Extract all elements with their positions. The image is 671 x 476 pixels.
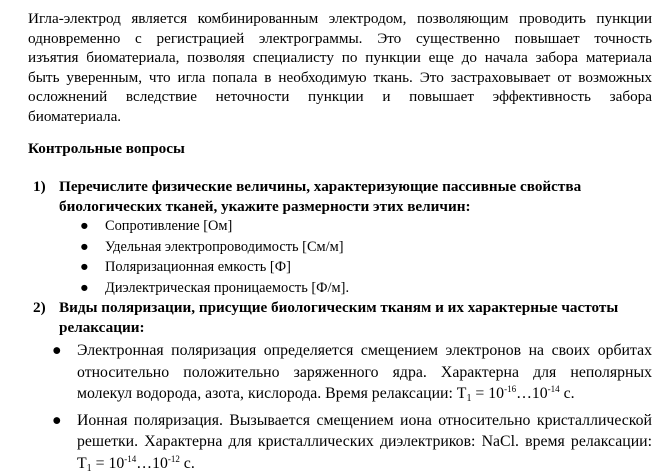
list-item-line: относительно положительно заряженного ядра. Характерна для неполярных bbox=[77, 363, 652, 381]
intro-line: изъятия биоматериала, позволяя специалисту по пункции еще до начала забора материала bbox=[28, 49, 652, 67]
section-title: Контрольные вопросы bbox=[28, 140, 185, 157]
question-text-line: Виды поляризации, присущие биологическим тканям и их характерные частоты bbox=[59, 299, 619, 316]
bullet-icon: ● bbox=[80, 259, 89, 275]
intro-line: биоматериала. bbox=[28, 107, 122, 125]
question-2 bbox=[33, 298, 653, 338]
bullet-icon: ● bbox=[80, 279, 89, 296]
intro-line: одновременно с регистрацией электрограммы. Это существенно повышает точность bbox=[28, 29, 652, 47]
units-list bbox=[80, 216, 349, 298]
bullet-icon: ● bbox=[52, 411, 62, 429]
list-item bbox=[80, 237, 349, 258]
question-text-line: биологических тканей, укажите размерности этих величин: bbox=[59, 197, 471, 215]
list-item bbox=[80, 257, 349, 278]
intro-paragraph bbox=[28, 9, 652, 127]
list-item bbox=[80, 278, 349, 299]
list-item-line: молекул водорода, азота, кислорода. Время релаксации: $T_1$ = $10^{-16}\dots 10^{-14}$ с. bbox=[77, 384, 575, 404]
question-text-line: Перечислите физические величины, характеризующие пассивные свойства bbox=[59, 178, 582, 195]
list-item bbox=[80, 216, 349, 237]
list-item bbox=[52, 340, 652, 405]
bullet-icon: ● bbox=[52, 342, 62, 359]
bullet-icon: ● bbox=[80, 218, 89, 234]
intro-line: быть уверенным, что игла попала в необходимую ткань. Это застраховывает от возможных bbox=[28, 68, 652, 86]
question-text-line: релаксации: bbox=[59, 318, 145, 336]
list-item bbox=[52, 410, 652, 475]
list-item-text: Сопротивление [Ом] bbox=[105, 218, 233, 234]
bullet-icon: ● bbox=[80, 238, 89, 255]
intro-line: Игла-электрод является комбинированным электродом, позволяющим проводить пункции bbox=[28, 10, 652, 27]
list-item-text: Диэлектрическая проницаемость [Ф/м]. bbox=[105, 279, 350, 296]
question-number: 1) bbox=[33, 178, 46, 195]
list-item-line: решетки. Характерна для кристаллических диэлектриков: NaCl. время релаксации: bbox=[77, 433, 652, 450]
list-item-line: $T_1$ = $10^{-14}\dots 10^{-12}$ с. bbox=[77, 453, 195, 474]
list-item-text: Поляризационная емкость [Ф] bbox=[105, 259, 291, 275]
list-item-line: Электронная поляризация определяется смещением электронов на своих орбитах bbox=[77, 342, 652, 359]
question-1 bbox=[33, 177, 653, 217]
polarization-list bbox=[52, 340, 652, 474]
question-number: 2) bbox=[33, 299, 46, 316]
intro-line: осложнений вследствие неточности пункции и повышает эффективность забора bbox=[28, 88, 652, 106]
list-item-text: Удельная электропроводимость [См/м] bbox=[105, 238, 344, 255]
list-item-line: Ионная поляризация. Вызывается смещением иона относительно кристаллической bbox=[77, 411, 652, 429]
